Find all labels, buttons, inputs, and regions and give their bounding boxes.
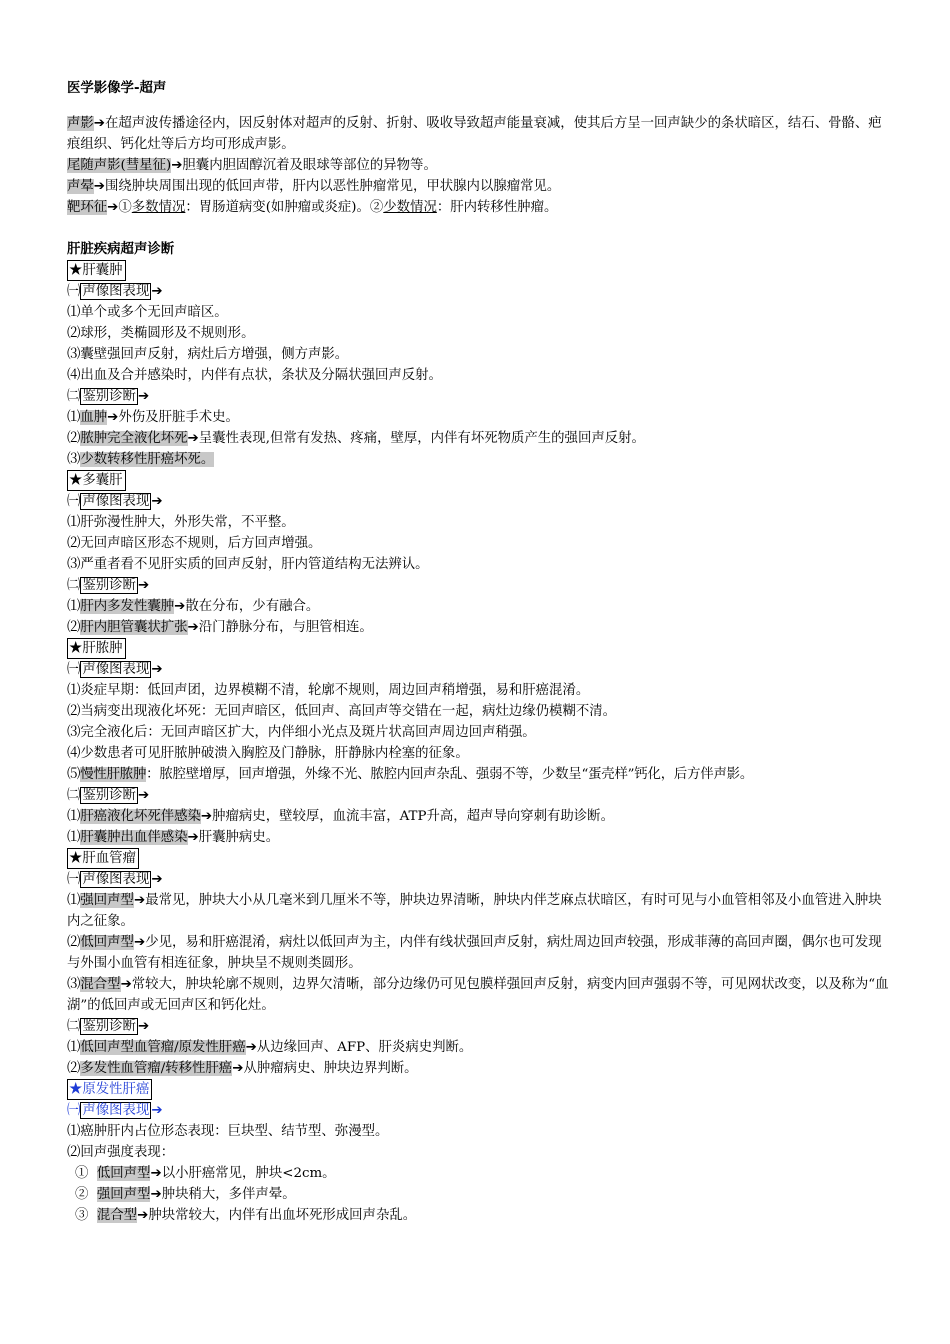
minority-label: 少数情况 — [383, 200, 437, 215]
arrow-icon: ➔ — [151, 284, 163, 299]
subheading-label: 声像图表现 — [82, 872, 150, 887]
subheading-sonography — [67, 281, 889, 302]
term-text: ：肝内转移性肿瘤。 — [436, 200, 558, 215]
num: ㈠ — [67, 284, 81, 299]
section-heading: ★原发性肝癌 — [67, 1079, 152, 1100]
item-text: 少数患者可见肝脓肿破溃入胸腔及门静脉，肝静脉内栓塞的征象。 — [80, 746, 469, 761]
num: ⑸ — [67, 767, 81, 782]
item-term: 肝癌液化坏死伴感染 — [80, 809, 201, 824]
item-term: 低回声型 — [96, 1166, 151, 1181]
item-text: 外伤及肝脏手术史。 — [118, 410, 239, 425]
arrow-icon: ➔ — [93, 116, 106, 131]
list-item — [67, 890, 889, 932]
subheading-label: 声像图表现 — [82, 284, 150, 299]
list-subitem — [67, 1205, 889, 1226]
item-term: 强回声型 — [96, 1187, 151, 1202]
list-item — [67, 323, 889, 344]
item-text: 炎症早期：低回声团，边界模糊不清，轮廓不规则，周边回声稍增强，易和肝癌混淆。 — [80, 683, 590, 698]
num: ㈠ — [67, 872, 81, 887]
num: ⑵ — [67, 1061, 81, 1076]
num: ㈠ — [67, 1103, 81, 1118]
item-term: 低回声型 — [80, 935, 134, 950]
item-text: 严重者看不见肝实质的回声反射，肝内管道结构无法辨认。 — [80, 557, 429, 572]
num: ⑵ — [67, 935, 81, 950]
item-text: 少见，易和肝癌混淆，病灶以低回声为主，内伴有线状强回声反射，病灶周边回声较强，形成菲薄的高回声圈，偶尔也可发现与外围小血管有相连征象，肿块呈不规则类圆形。 — [67, 935, 882, 971]
item-text: 出血及合并感染时，内伴有点状，条状及分隔状强回声反射。 — [80, 368, 442, 383]
item-text: 完全液化后：无回声暗区扩大，内伴细小光点及斑片状高回声周边回声稍强。 — [80, 725, 536, 740]
subheading-differential — [67, 386, 889, 407]
term-acoustic-shadow — [67, 113, 889, 155]
term-label: 靶环征 — [67, 200, 108, 215]
subheading-label: 声像图表现 — [82, 494, 150, 509]
item-text: 回声强度表现： — [80, 1145, 175, 1160]
num: ㈠ — [67, 494, 81, 509]
list-item — [67, 764, 889, 785]
num: ⑴ — [67, 683, 81, 698]
arrow-icon: ➔ — [245, 1040, 257, 1055]
section-heading: ★肝囊肿 — [67, 260, 126, 281]
section-polycystic-liver — [67, 470, 889, 491]
item-text: ：脓腔壁增厚，回声增强，外缘不光、脓腔内回声杂乱、强弱不等，少数呈“蛋壳样”钙化，后方伴声影。 — [146, 767, 754, 782]
subheading-differential — [67, 1016, 889, 1037]
arrow-icon: ➔ — [120, 977, 132, 992]
list-item — [67, 932, 889, 974]
num: ㈡ — [67, 1019, 81, 1034]
list-subitem — [67, 1184, 889, 1205]
arrow-icon: ➔ — [151, 494, 163, 509]
item-text: 肝弥漫性肿大，外形失常，不平整。 — [80, 515, 295, 530]
circled-number: ③ — [75, 1208, 89, 1223]
item-text: 以小肝癌常见，肿块<2cm。 — [161, 1166, 336, 1181]
arrow-icon: ➔ — [151, 872, 163, 887]
num: ⑷ — [67, 368, 81, 383]
subheading-label: 鉴别诊断 — [82, 389, 136, 404]
item-text: 呈囊性表现,但常有发热、疼痛，壁厚，内伴有坏死物质产生的强回声反射。 — [198, 431, 645, 446]
arrow-icon: ➔ — [137, 1019, 150, 1034]
num: ⑶ — [67, 557, 81, 572]
list-subitem — [67, 1163, 889, 1184]
arrow-icon: ➔ — [133, 893, 146, 908]
arrow-icon: ➔ — [200, 809, 213, 824]
num: ⑴ — [67, 410, 81, 425]
num: ⑵ — [67, 536, 81, 551]
arrow-icon: ➔ — [187, 830, 199, 845]
term-target-sign — [67, 197, 889, 218]
majority-label: 多数情况 — [131, 200, 186, 215]
list-item — [67, 743, 889, 764]
arrow-icon: ➔ — [232, 1061, 244, 1076]
arrow-icon: ➔ — [137, 389, 150, 404]
num: ⑴ — [67, 809, 81, 824]
arrow-icon: ➔ — [151, 1103, 163, 1118]
arrow-icon: ➔ — [137, 1208, 149, 1223]
item-text: 单个或多个无回声暗区。 — [80, 305, 228, 320]
term-text: 围绕肿块周围出现的低回声带，肝内以恶性肿瘤常见，甲状腺内以腺瘤常见。 — [105, 179, 561, 194]
item-term: 多发性血管瘤/转移性肝癌 — [80, 1061, 233, 1076]
subheading-label: 鉴别诊断 — [82, 578, 136, 593]
term-text: 在超声波传播途径内，因反射体对超声的反射、折射、吸收导致超声能量衰减，使其后方呈一回声缺少的条状暗区，结石、骨骼、疤痕组织、钙化灶等后方均可形成声影。 — [67, 116, 882, 152]
list-item — [67, 596, 889, 617]
num: ⑴ — [67, 1124, 81, 1139]
item-term: 肝囊肿出血伴感染 — [80, 830, 188, 845]
item-text: 最常见，肿块大小从几毫米到几厘米不等，肿块边界清晰，肿块内伴芝麻点状暗区，有时可见与小血管相邻及小血管进入肿块内之征象。 — [67, 893, 882, 929]
num: ⑶ — [67, 452, 81, 467]
item-term: 肝内胆管囊状扩张 — [80, 620, 188, 635]
arrow-icon: ➔ — [151, 662, 163, 677]
list-item — [67, 428, 889, 449]
document-title: 医学影像学-超声 — [67, 81, 167, 96]
section-heading: ★肝脓肿 — [67, 638, 126, 659]
arrow-icon: ➔ — [174, 599, 186, 614]
item-text: 肿瘤病史，壁较厚，血流丰富，ATP升高，超声导向穿刺有助诊断。 — [212, 809, 614, 824]
list-item — [67, 974, 889, 1016]
list-item — [67, 554, 889, 575]
item-text: 沿门静脉分布，与胆管相连。 — [198, 620, 373, 635]
arrow-icon: ➔ — [171, 158, 183, 173]
item-text: 常较大，肿块轮廓不规则，边界欠清晰，部分边缘仍可见包膜样强回声反射，病变内回声强弱不等，可见网状改变，以及称为“血湖”的低回声或无回声区和钙化灶。 — [67, 977, 889, 1013]
list-item — [67, 512, 889, 533]
subheading-differential — [67, 785, 889, 806]
num: ⑶ — [67, 347, 81, 362]
subheading-differential — [67, 575, 889, 596]
item-text: 球形，类椭圆形及不规则形。 — [80, 326, 255, 341]
item-text: 从边缘回声、AFP、肝炎病史判断。 — [256, 1040, 473, 1055]
arrow-icon: ➔ — [137, 578, 150, 593]
list-item — [67, 365, 889, 386]
num: ㈡ — [67, 389, 81, 404]
term-text: ：胃肠道病变(如肿瘤或炎症)。② — [185, 200, 384, 215]
circled-number: ① — [75, 1166, 89, 1181]
circled-number: ② — [75, 1187, 89, 1202]
section-liver-hemangioma — [67, 848, 889, 869]
num: ⑶ — [67, 725, 81, 740]
item-term: 低回声型血管瘤/原发性肝癌 — [80, 1040, 246, 1055]
item-term: 慢性肝脓肿 — [80, 767, 147, 782]
num: ⑵ — [67, 431, 81, 446]
subheading-sonography — [67, 659, 889, 680]
term-label: 声影 — [67, 116, 94, 131]
item-text: 散在分布，少有融合。 — [185, 599, 320, 614]
subheading-label: 鉴别诊断 — [82, 1019, 136, 1034]
arrow-icon: ➔ — [150, 1166, 162, 1181]
num: ⑵ — [67, 704, 81, 719]
arrow-icon: ➔ — [93, 179, 106, 194]
arrow-icon: ➔ — [150, 1187, 162, 1202]
section-heading: ★肝血管瘤 — [67, 848, 139, 869]
num: ⑴ — [67, 305, 81, 320]
list-item — [67, 680, 889, 701]
term-halo — [67, 176, 889, 197]
item-term: 脓肿完全液化坏死 — [80, 431, 188, 446]
item-term: 血肿 — [80, 410, 108, 425]
arrow-icon: ➔ — [187, 620, 199, 635]
list-item — [67, 1058, 889, 1079]
item-term: 混合型 — [96, 1208, 138, 1223]
item-text: 当病变出现液化坏死：无回声暗区，低回声、高回声等交错在一起，病灶边缘仍模糊不清。 — [80, 704, 617, 719]
num: ㈠ — [67, 662, 81, 677]
list-item — [67, 533, 889, 554]
list-item — [67, 449, 889, 470]
arrow-icon: ➔ — [107, 200, 119, 215]
item-text: 无回声暗区形态不规则，后方回声增强。 — [80, 536, 322, 551]
num: ⑵ — [67, 1145, 81, 1160]
item-term: 混合型 — [80, 977, 121, 992]
liver-section-title: 肝脏疾病超声诊断 — [67, 242, 175, 257]
list-item — [67, 1121, 889, 1142]
list-item — [67, 722, 889, 743]
subheading-sonography — [67, 1100, 889, 1121]
num: ㈡ — [67, 788, 81, 803]
num: ⑶ — [67, 977, 81, 992]
item-text: 从肿瘤病史、肿块边界判断。 — [243, 1061, 418, 1076]
subheading-sonography — [67, 491, 889, 512]
num: ⑵ — [67, 326, 81, 341]
item-text: 囊壁强回声反射，病灶后方增强，侧方声影。 — [80, 347, 349, 362]
list-item — [67, 701, 889, 722]
section-liver-abscess — [67, 638, 889, 659]
item-text: 肿块稍大，多伴声晕。 — [161, 1187, 296, 1202]
item-text: 肿块常较大，内伴有出血坏死形成回声杂乱。 — [148, 1208, 417, 1223]
list-item — [67, 302, 889, 323]
document-content — [67, 78, 889, 1226]
subheading-label: 鉴别诊断 — [82, 788, 136, 803]
arrow-icon: ➔ — [107, 410, 119, 425]
list-item — [67, 827, 889, 848]
arrow-icon: ➔ — [137, 788, 150, 803]
arrow-icon: ➔ — [187, 431, 199, 446]
list-item — [67, 617, 889, 638]
section-liver-cyst — [67, 260, 889, 281]
item-term: 强回声型 — [80, 893, 134, 908]
section-heading: ★多囊肝 — [67, 470, 126, 491]
subheading-label: 声像图表现 — [82, 662, 150, 677]
subheading-sonography — [67, 869, 889, 890]
num: ⑵ — [67, 620, 81, 635]
arrow-icon: ➔ — [133, 935, 146, 950]
list-item — [67, 407, 889, 428]
num: ㈡ — [67, 578, 81, 593]
list-item — [67, 344, 889, 365]
num: ⑴ — [67, 830, 81, 845]
num: ⑴ — [67, 515, 81, 530]
num: ⑴ — [67, 599, 81, 614]
term-comet-tail — [67, 155, 889, 176]
num: ⑴ — [67, 1040, 81, 1055]
list-item — [67, 1142, 889, 1163]
list-item — [67, 806, 889, 827]
item-term: 肝内多发性囊肿 — [80, 599, 175, 614]
item-text: 肝囊肿病史。 — [198, 830, 280, 845]
item-text: 。 — [200, 452, 215, 467]
circled-number: ① — [118, 200, 132, 215]
term-label: 声晕 — [67, 179, 94, 194]
num: ⑴ — [67, 893, 81, 908]
term-label: 尾随声影(彗星征) — [67, 158, 172, 173]
num: ⑷ — [67, 746, 81, 761]
item-term: 少数转移性肝癌坏死 — [80, 452, 201, 467]
item-text: 癌肿肝内占位形态表现：巨块型、结节型、弥漫型。 — [80, 1124, 389, 1139]
section-primary-liver-cancer — [67, 1079, 889, 1100]
term-text: 胆囊内胆固醇沉着及眼球等部位的异物等。 — [182, 158, 437, 173]
list-item — [67, 1037, 889, 1058]
subheading-label: 声像图表现 — [82, 1103, 150, 1118]
